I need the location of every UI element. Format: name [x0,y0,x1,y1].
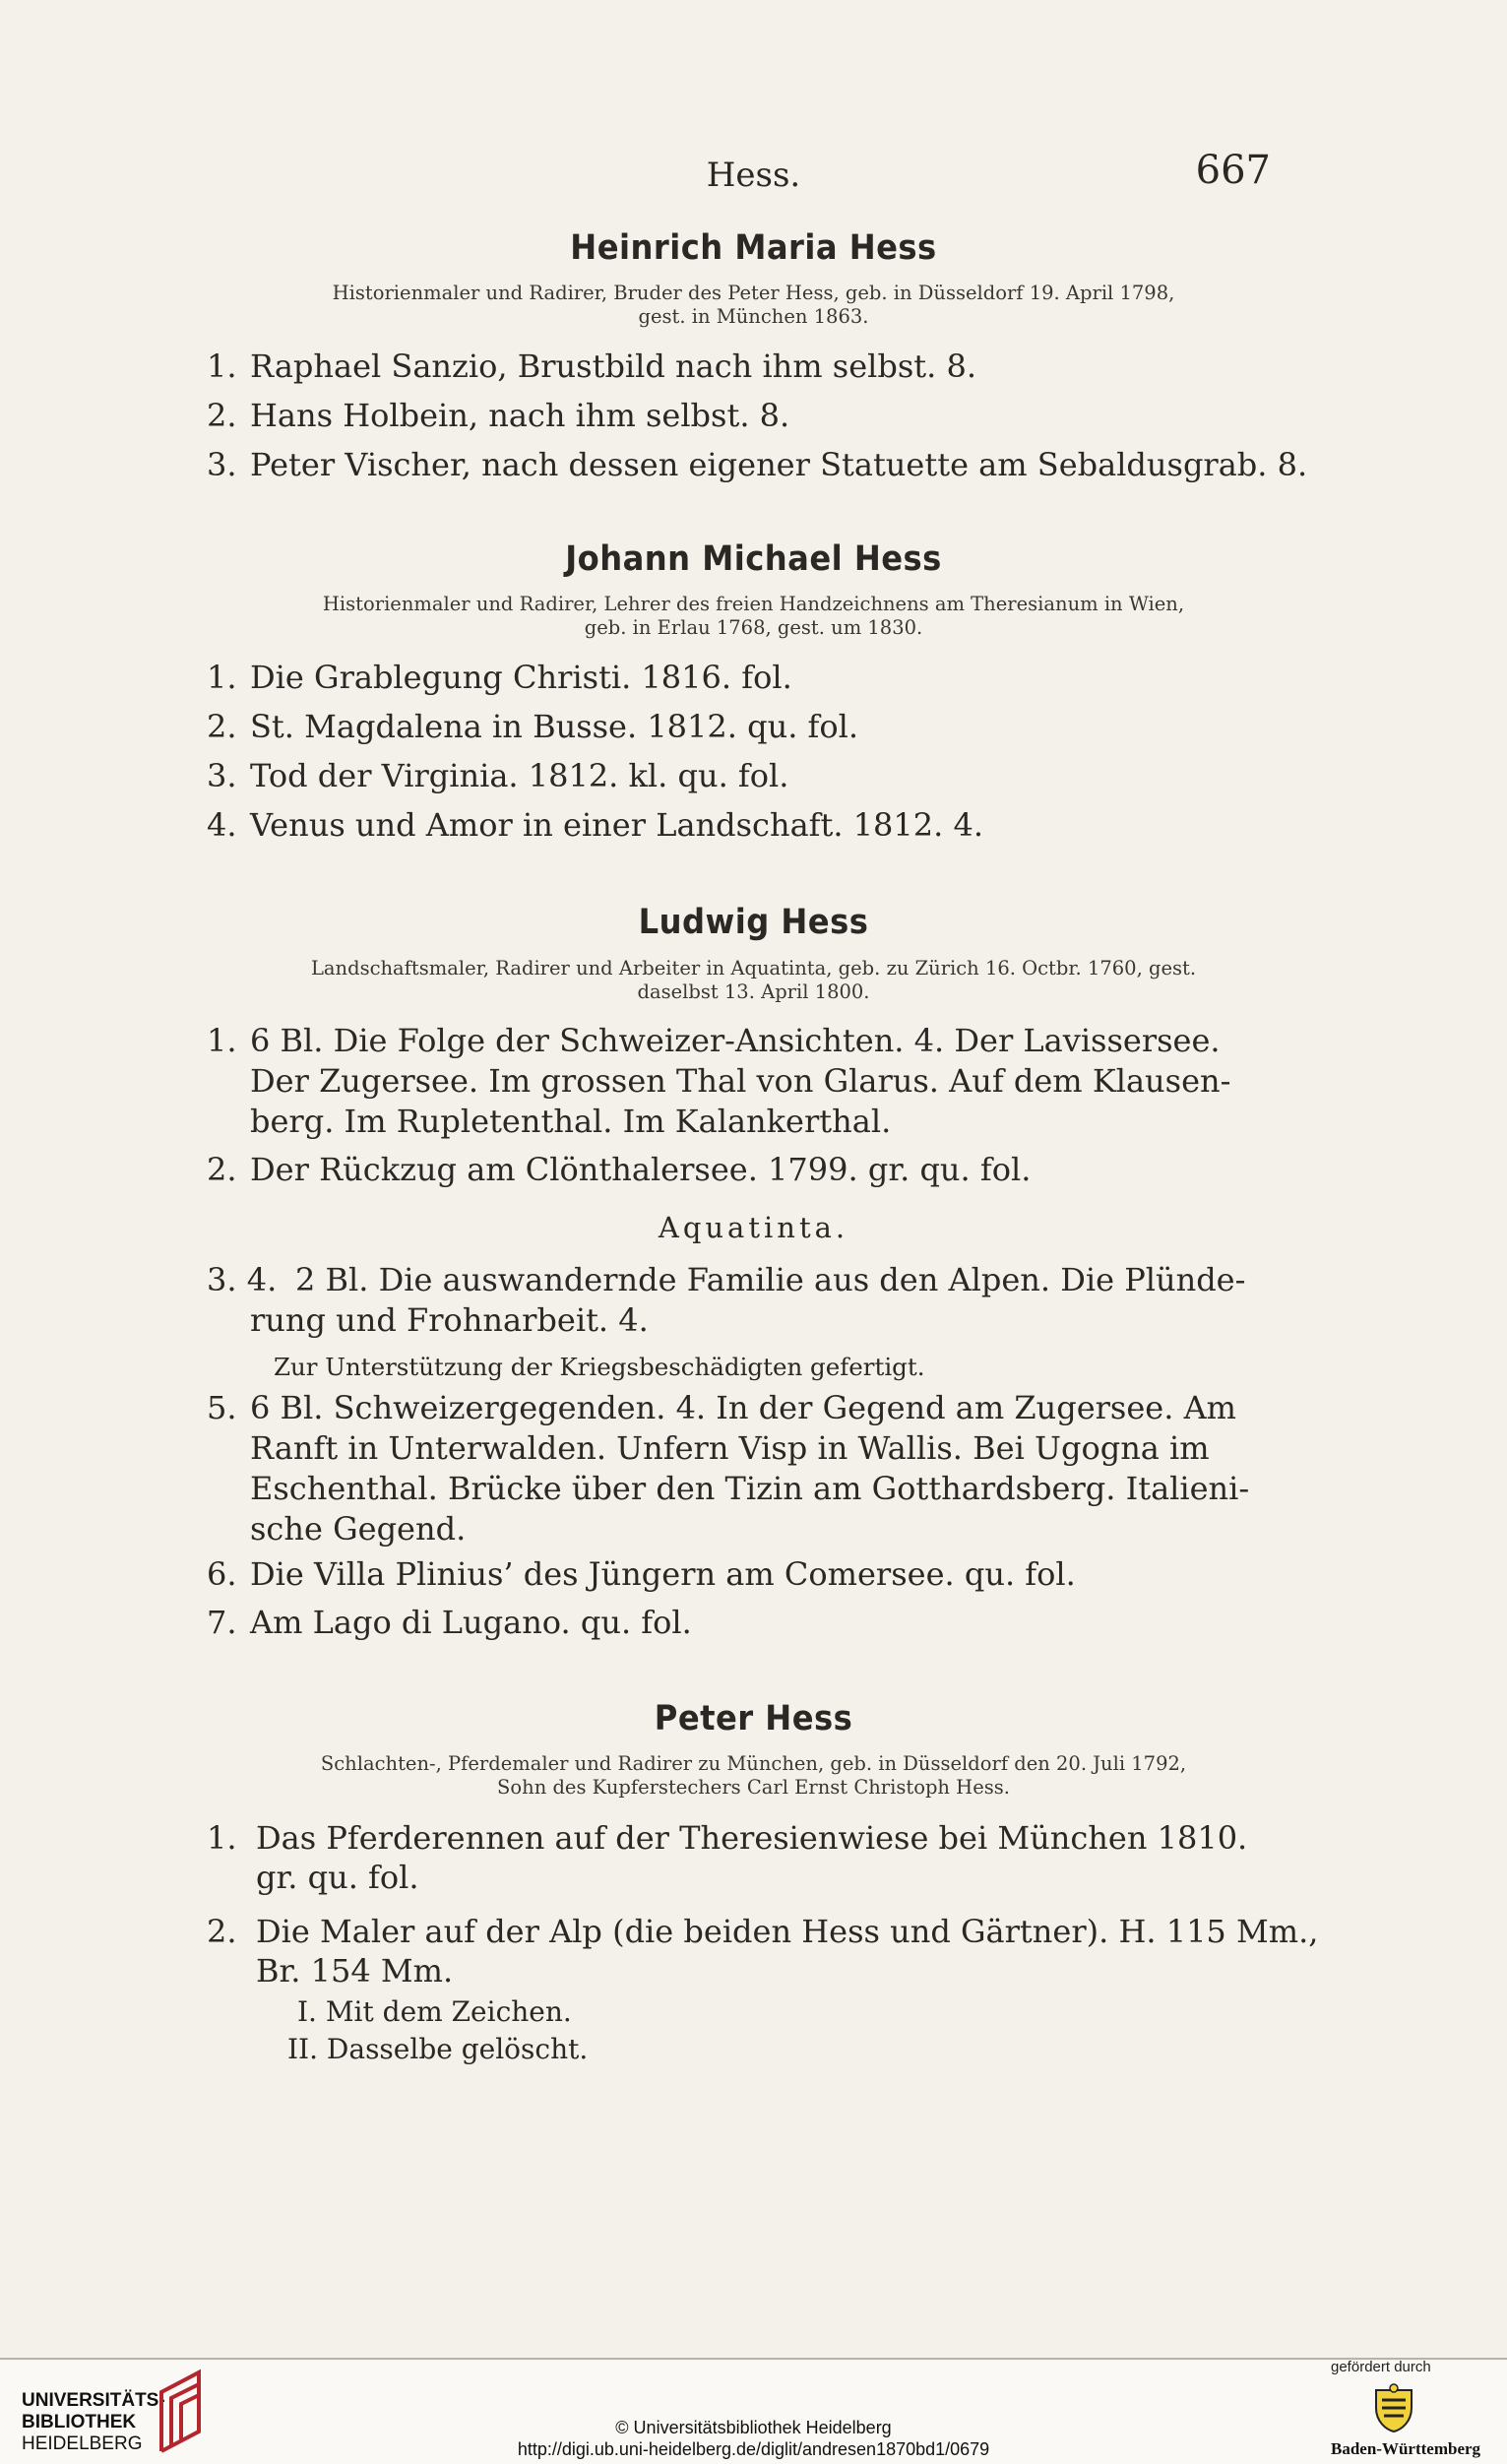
bio-line: Historienmaler und Radirer, Lehrer des freien Handzeichnens am Theresianum in Wien, [322,593,1185,615]
bio-line: Sohn des Kupferstechers Carl Ernst Christoph Hess. [497,1776,1010,1799]
bio-line: Historienmaler und Radirer, Bruder des Peter Hess, geb. in Düsseldorf 19. April 1798, [332,282,1175,304]
entry-text: 6 Bl. Schweizergegenden. 4. In der Gegend am Zugersee. Am [250,1389,1237,1426]
bio-line: daselbst 13. April 1800. [637,980,870,1003]
bio-line: geb. in Erlau 1768, gest. um 1830. [584,616,923,639]
entry-text: Ranft in Unterwalden. Unfern Visp in Wallis. Bei Ugogna im [250,1429,1210,1467]
entry-number: 2. [207,397,237,434]
entry-text: Peter Vischer, nach dessen eigener Statuette am Sebaldusgrab. 8. [250,446,1308,483]
entry-number: 1. [207,1022,237,1059]
artist-heading: Heinrich Maria Hess [570,228,937,268]
entry-text: St. Magdalena in Busse. 1812. qu. fol. [250,708,859,745]
page-number: 667 [1195,148,1271,193]
entry-text: Der Rückzug am Clönthalersee. 1799. gr. qu. fol. [250,1151,1032,1188]
entry-number: 4. [207,806,237,844]
entry-number: 6. [207,1555,237,1593]
entry-text: Raphael Sanzio, Brustbild nach ihm selbst. 8. [250,347,977,385]
artist-bio [0,593,1507,640]
entry-note: Zur Unterstützung der Kriegsbeschädigten gefertigt. [274,1353,925,1381]
entry-number: 7. [207,1604,237,1641]
copyright: © Universitätsbibliothek Heidelberg [615,2418,892,2437]
funder-name: Baden-Württemberg [1331,2439,1481,2458]
entry-text: Das Pferderennen auf der Theresienwiese bei München 1810. [256,1819,1248,1857]
entry-text: Hans Holbein, nach ihm selbst. 8. [250,397,790,434]
entry-number: 3. [207,757,237,794]
entry-number: 3. 4. [207,1261,278,1298]
entry-text: Tod der Virginia. 1812. kl. qu. fol. [250,757,789,794]
entry-text: Die Maler auf der Alp (die beiden Hess und Gärtner). H. 115 Mm., [256,1913,1319,1950]
entry-number: 1. [207,1819,237,1857]
entry-text: berg. Im Rupletenthal. Im Kalankerthal. [250,1103,892,1140]
permalink[interactable]: http://digi.ub.uni-heidelberg.de/diglit/andresen1870bd1/0679 [517,2439,990,2459]
entry-text: sche Gegend. [250,1510,467,1548]
artist-heading: Johann Michael Hess [565,539,942,579]
bio-line: gest. in München 1863. [638,305,869,328]
entry-text: Eschenthal. Brücke über den Tizin am Gotthardsberg. Italieni- [250,1470,1250,1507]
entry-text: Die Villa Plinius’ des Jüngern am Comersee. qu. fol. [250,1555,1076,1593]
artist-bio [0,282,1507,329]
state-item: II. Dasselbe gelöscht. [287,2033,589,2065]
entry-text: gr. qu. fol. [256,1859,419,1896]
entry-text: 6 Bl. Die Folge der Schweizer-Ansichten. 4. Der Lavissersee. [250,1022,1221,1059]
entry-number: 5. [207,1389,237,1426]
entry-text: rung und Frohnarbeit. 4. [250,1301,649,1339]
bio-line: Schlachten-, Pferdemaler und Radirer zu München, geb. in Düsseldorf den 20. Juli 1792, [320,1752,1187,1775]
entry-text: Die Grablegung Christi. 1816. fol. [250,659,792,696]
funded-by-label: gefördert durch [1331,2359,1431,2375]
artist-bio [0,957,1507,1004]
artist-heading: Peter Hess [654,1699,853,1738]
running-title: Hess. [706,156,801,195]
artist-heading: Ludwig Hess [638,903,869,942]
entry-number: 3. [207,446,237,483]
state-item: I. Mit dem Zeichen. [297,1995,572,2028]
artist-bio [0,1752,1507,1800]
entry-number: 2. [207,708,237,745]
entry-number: 1. [207,659,237,696]
entry-text: 2 Bl. Die auswandernde Familie aus den Alpen. Die Plünde- [295,1261,1246,1298]
entry-text: Der Zugersee. Im grossen Thal von Glarus. Auf dem Klausen- [250,1062,1231,1100]
bio-line: Landschaftsmaler, Radirer und Arbeiter in Aquatinta, geb. zu Zürich 16. Octbr. 1760, gest. [310,957,1197,979]
footer-divider [0,2358,1507,2360]
library-line: HEIDELBERG [22,2433,143,2454]
library-line: UNIVERSITÄTS- [22,2390,165,2411]
entry-text: Br. 154 Mm. [256,1952,454,1990]
entry-number: 1. [207,347,237,385]
subheading: Aquatinta. [658,1211,849,1244]
library-line: BIBLIOTHEK [22,2412,137,2432]
entry-text: Venus und Amor in einer Landschaft. 1812. 4. [250,806,983,844]
entry-text: Am Lago di Lugano. qu. fol. [250,1604,692,1641]
entry-number: 2. [207,1913,237,1950]
coat-of-arms-icon [1370,2382,1417,2433]
entry-number: 2. [207,1151,237,1188]
